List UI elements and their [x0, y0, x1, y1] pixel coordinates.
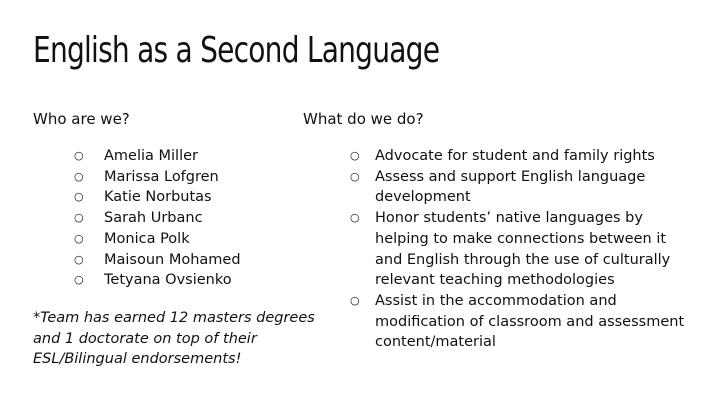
- team-member-name: Sarah Urbanc: [104, 210, 203, 227]
- duty-item: [0, 146, 720, 167]
- bullet-icon: ○: [74, 273, 84, 287]
- duty-text: Advocate for student and family rights: [375, 148, 655, 164]
- bullet-icon: ○: [74, 252, 84, 266]
- bullet-icon: ○: [74, 211, 84, 225]
- slide-title: English as a Second Language: [33, 30, 440, 71]
- bullet-icon: ○: [74, 149, 84, 162]
- bullet-icon: ○: [350, 149, 360, 162]
- duties-list: [0, 146, 720, 353]
- duty-text: Assist in the accommodation and modification of classroom and assessment content/material: [375, 292, 685, 351]
- bullet-icon: ○: [350, 293, 360, 307]
- team-member-name: Tetyana Ovsienko: [104, 272, 232, 289]
- team-member-name: Monica Polk: [104, 230, 190, 247]
- bullet-icon: ○: [74, 190, 84, 204]
- team-member-name: Katie Norbutas: [104, 189, 212, 206]
- degrees-note: *Team has earned 12 masters degrees and 1 doctorate on top of their ESL/Bilingual endorsements!: [33, 310, 315, 368]
- what-do-we-do-heading: What do we do?: [303, 110, 424, 128]
- duty-item: [0, 291, 720, 353]
- team-member-name: Amelia Miller: [104, 148, 198, 164]
- bullet-icon: ○: [74, 169, 84, 183]
- duty-text: Honor students’ native languages by helping to make connections between it and English through the use of culturally relevant teaching methodologies: [375, 210, 671, 289]
- duty-item: [0, 167, 720, 208]
- who-are-we-heading: Who are we?: [33, 110, 130, 128]
- team-member-name: Maisoun Mohamed: [104, 251, 241, 268]
- bullet-icon: ○: [350, 169, 360, 183]
- bullet-icon: ○: [350, 211, 360, 225]
- team-member-name: Marissa Lofgren: [104, 168, 219, 185]
- bullet-icon: ○: [74, 231, 84, 245]
- duty-text: Assess and support English language development: [375, 168, 646, 206]
- duty-item: [0, 208, 720, 291]
